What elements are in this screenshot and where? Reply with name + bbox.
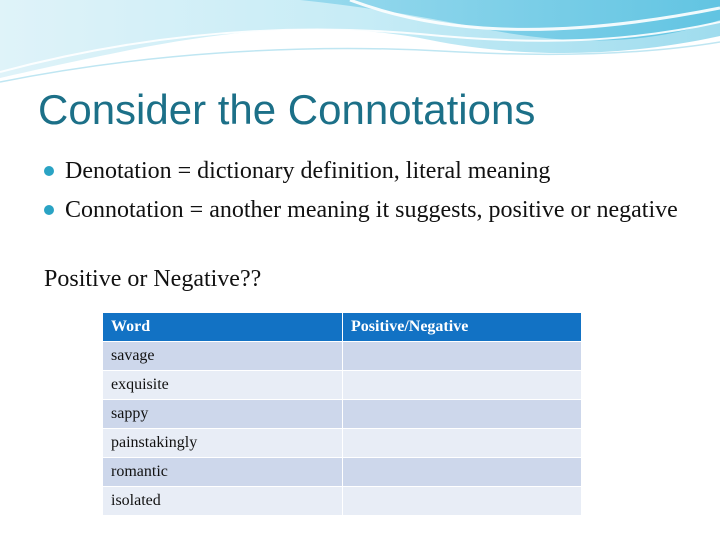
word-cell: exquisite: [103, 371, 343, 400]
value-cell[interactable]: [343, 400, 582, 429]
table-row: [103, 342, 582, 371]
bullet-text: Denotation = dictionary definition, literal meaning: [65, 158, 551, 184]
connotation-table: [102, 312, 582, 516]
table-row: [103, 487, 582, 516]
slide-title: Consider the Connotations: [38, 86, 536, 133]
table-row: [103, 429, 582, 458]
value-cell[interactable]: [343, 458, 582, 487]
table-row: [103, 458, 582, 487]
word-cell: savage: [103, 342, 343, 371]
bullet-dot-icon: [44, 205, 54, 215]
word-cell: romantic: [103, 458, 343, 487]
bullet-item-denotation: [44, 156, 694, 186]
value-cell[interactable]: [343, 429, 582, 458]
bullet-list: [44, 156, 694, 234]
header-positive-negative: Positive/Negative: [343, 313, 582, 342]
bullet-text: Connotation = another meaning it suggests, positive or negative: [65, 197, 678, 223]
table-row: [103, 371, 582, 400]
value-cell[interactable]: [343, 342, 582, 371]
word-cell: sappy: [103, 400, 343, 429]
header-word: Word: [103, 313, 343, 342]
word-cell: painstakingly: [103, 429, 343, 458]
bullet-item-connotation: [44, 195, 694, 225]
question-text: Positive or Negative??: [44, 266, 262, 292]
table-header-row: [103, 313, 582, 342]
bullet-dot-icon: [44, 166, 54, 176]
value-cell[interactable]: [343, 371, 582, 400]
value-cell[interactable]: [343, 487, 582, 516]
header-wave-decoration: [0, 0, 720, 90]
word-cell: isolated: [103, 487, 343, 516]
table-row: [103, 400, 582, 429]
